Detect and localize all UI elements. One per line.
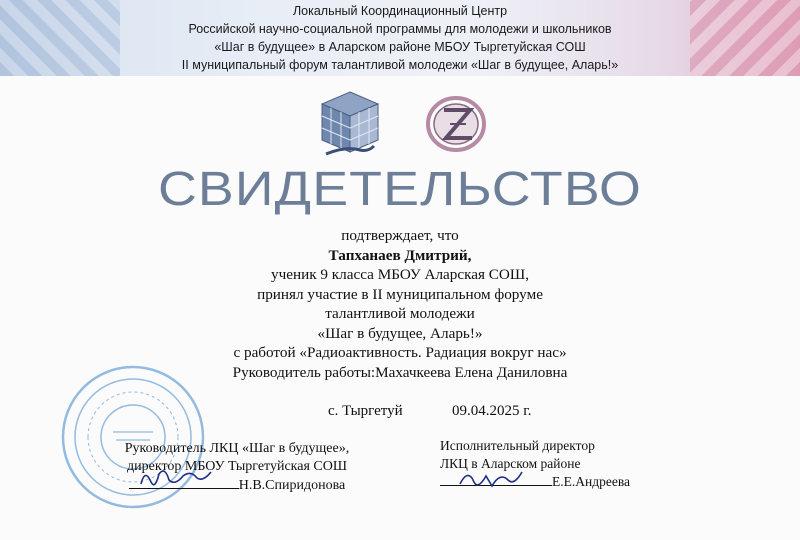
signature-left-icon <box>135 464 215 492</box>
signatory-right-position: ЛКЦ в Аларском районе <box>440 456 581 471</box>
signatory-left-position: директор МБОУ Тыргетуйская СОШ <box>127 459 347 474</box>
shag-emblem-icon <box>420 90 492 158</box>
signatory-left-title: Руководитель ЛКЦ «Шаг в будущее», <box>124 441 350 456</box>
header-line: II муниципальный форум талантливой молодежи «Шаг в будущее, Аларь!» <box>181 58 619 72</box>
certificate-title: СВИДЕТЕЛЬСТВО <box>157 163 642 216</box>
body-line: ученик 9 класса МБОУ Аларская СОШ, <box>271 266 529 283</box>
cube-logo-icon <box>316 88 384 160</box>
recipient-name: Тапханаев Дмитрий, <box>328 246 472 264</box>
signatory-right-name: Е.Е.Андреева <box>552 474 631 489</box>
body-line: принял участие в II муниципальном форуме <box>257 285 543 303</box>
header-text <box>0 2 800 74</box>
body-line: подтверждает, что <box>341 227 459 244</box>
body-line: с работой «Радиоактивность. Радиация вокруг нас» <box>233 344 567 361</box>
header-line: «Шаг в будущее» в Аларском районе МБОУ Тыргетуйская СОШ <box>214 40 586 54</box>
date: 09.04.2025 г. <box>452 403 532 419</box>
signature-right-icon <box>456 466 526 492</box>
signatory-left-name: Н.В.Спиридонова <box>238 478 346 493</box>
signatory-right-title: Исполнительный директор <box>440 438 595 453</box>
header-line: Российской научно-социальной программы для молодежи и школьников <box>188 22 612 36</box>
certificate-body <box>0 226 800 382</box>
header-line: Локальный Координационный Центр <box>292 4 508 18</box>
body-line: «Шаг в будущее, Аларь!» <box>317 324 483 342</box>
place: с. Тыргетуй <box>328 403 403 419</box>
header-banner <box>0 0 800 76</box>
supervisor-line: Руководитель работы:Махачкеева Елена Даниловна <box>232 363 568 381</box>
body-line: талантливой молодежи <box>325 305 475 322</box>
